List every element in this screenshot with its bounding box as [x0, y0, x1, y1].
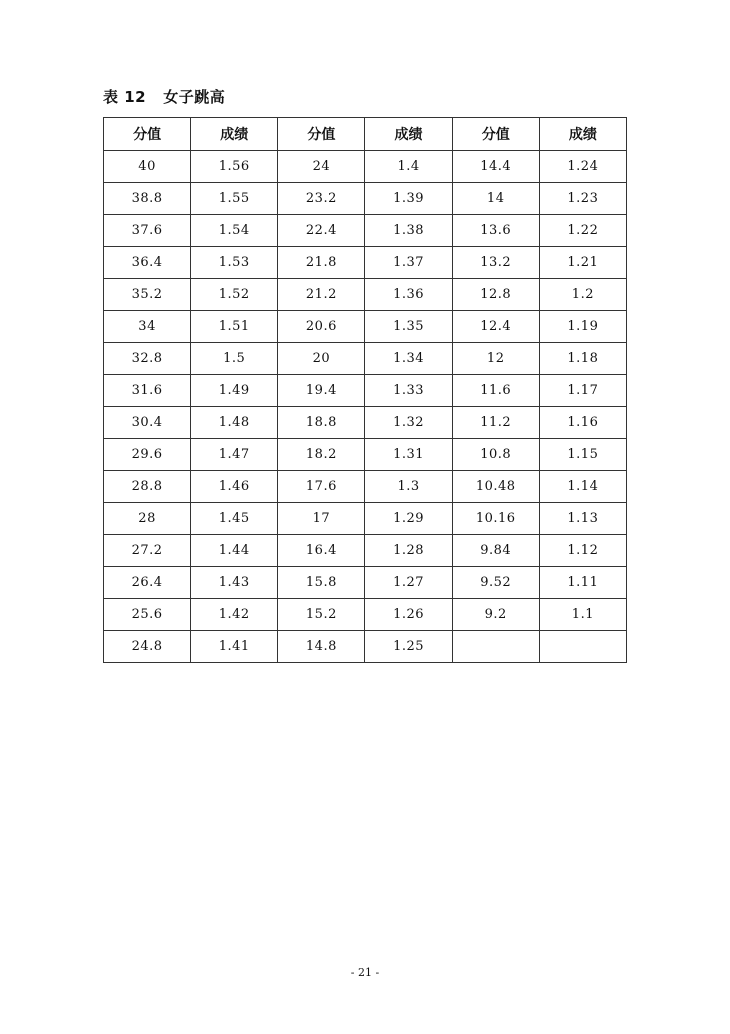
score-table [103, 117, 627, 663]
table-cell [539, 631, 626, 663]
table-cell: 25.6 [104, 599, 191, 631]
table-cell: 20.6 [278, 311, 365, 343]
table-cell: 16.4 [278, 535, 365, 567]
table-cell: 1.44 [191, 535, 278, 567]
table-cell: 18.2 [278, 439, 365, 471]
table-cell: 12 [452, 343, 539, 375]
table-cell: 19.4 [278, 375, 365, 407]
table-cell: 34 [104, 311, 191, 343]
column-header: 分值 [104, 118, 191, 151]
table-cell: 1.5 [191, 343, 278, 375]
table-row [104, 279, 627, 311]
table-cell: 22.4 [278, 215, 365, 247]
table-cell: 21.8 [278, 247, 365, 279]
table-cell: 26.4 [104, 567, 191, 599]
table-header-row [104, 118, 627, 151]
table-cell: 14 [452, 183, 539, 215]
table-cell: 1.38 [365, 215, 452, 247]
table-cell [452, 631, 539, 663]
table-cell: 1.39 [365, 183, 452, 215]
table-cell: 1.41 [191, 631, 278, 663]
table-cell: 1.23 [539, 183, 626, 215]
table-row [104, 567, 627, 599]
table-cell: 1.28 [365, 535, 452, 567]
table-cell: 1.14 [539, 471, 626, 503]
table-cell: 1.45 [191, 503, 278, 535]
table-cell: 1.32 [365, 407, 452, 439]
table-cell: 9.84 [452, 535, 539, 567]
table-cell: 35.2 [104, 279, 191, 311]
table-row [104, 375, 627, 407]
table-cell: 1.15 [539, 439, 626, 471]
table-cell: 1.51 [191, 311, 278, 343]
table-cell: 1.4 [365, 151, 452, 183]
table-cell: 32.8 [104, 343, 191, 375]
table-cell: 1.17 [539, 375, 626, 407]
table-row [104, 599, 627, 631]
table-cell: 1.22 [539, 215, 626, 247]
table-cell: 1.12 [539, 535, 626, 567]
column-header: 成绩 [539, 118, 626, 151]
table-cell: 13.6 [452, 215, 539, 247]
table-row [104, 407, 627, 439]
table-cell: 1.35 [365, 311, 452, 343]
table-cell: 10.8 [452, 439, 539, 471]
table-cell: 12.4 [452, 311, 539, 343]
column-header: 成绩 [191, 118, 278, 151]
table-cell: 15.2 [278, 599, 365, 631]
table-cell: 1.48 [191, 407, 278, 439]
table-row [104, 343, 627, 375]
table-cell: 10.16 [452, 503, 539, 535]
table-cell: 15.8 [278, 567, 365, 599]
table-cell: 1.33 [365, 375, 452, 407]
table-cell: 1.49 [191, 375, 278, 407]
table-cell: 1.18 [539, 343, 626, 375]
table-cell: 40 [104, 151, 191, 183]
table-cell: 1.11 [539, 567, 626, 599]
table-cell: 1.16 [539, 407, 626, 439]
table-cell: 24 [278, 151, 365, 183]
table-cell: 37.6 [104, 215, 191, 247]
table-cell: 9.2 [452, 599, 539, 631]
table-cell: 14.4 [452, 151, 539, 183]
table-row [104, 247, 627, 279]
table-cell: 1.3 [365, 471, 452, 503]
table-cell: 1.27 [365, 567, 452, 599]
table-cell: 1.29 [365, 503, 452, 535]
column-header: 分值 [452, 118, 539, 151]
table-cell: 1.31 [365, 439, 452, 471]
column-header: 成绩 [365, 118, 452, 151]
table-cell: 30.4 [104, 407, 191, 439]
table-caption: 表 12 女子跳高 [103, 88, 226, 106]
table-cell: 13.2 [452, 247, 539, 279]
table-cell: 17 [278, 503, 365, 535]
table-cell: 1.42 [191, 599, 278, 631]
table-cell: 38.8 [104, 183, 191, 215]
table-cell: 1.19 [539, 311, 626, 343]
table-cell: 28.8 [104, 471, 191, 503]
table-row [104, 183, 627, 215]
table-row [104, 151, 627, 183]
table-cell: 27.2 [104, 535, 191, 567]
table-row [104, 439, 627, 471]
table-cell: 14.8 [278, 631, 365, 663]
table-cell: 21.2 [278, 279, 365, 311]
table-cell: 1.24 [539, 151, 626, 183]
table-cell: 1.37 [365, 247, 452, 279]
table-cell: 23.2 [278, 183, 365, 215]
table-row [104, 631, 627, 663]
table-cell: 28 [104, 503, 191, 535]
table-row [104, 471, 627, 503]
table-cell: 1.43 [191, 567, 278, 599]
table-cell: 1.26 [365, 599, 452, 631]
table-cell: 1.55 [191, 183, 278, 215]
table-cell: 18.8 [278, 407, 365, 439]
table-cell: 1.21 [539, 247, 626, 279]
table-cell: 9.52 [452, 567, 539, 599]
table-cell: 1.13 [539, 503, 626, 535]
table-cell: 17.6 [278, 471, 365, 503]
table-cell: 1.1 [539, 599, 626, 631]
table-cell: 1.56 [191, 151, 278, 183]
table-cell: 31.6 [104, 375, 191, 407]
table-cell: 29.6 [104, 439, 191, 471]
table-cell: 11.2 [452, 407, 539, 439]
table-cell: 1.54 [191, 215, 278, 247]
table-cell: 1.46 [191, 471, 278, 503]
table-row [104, 535, 627, 567]
table-cell: 24.8 [104, 631, 191, 663]
table-cell: 12.8 [452, 279, 539, 311]
table-row [104, 215, 627, 247]
table-cell: 1.25 [365, 631, 452, 663]
table-cell: 1.36 [365, 279, 452, 311]
page-number: - 21 - [350, 966, 380, 979]
table-row [104, 311, 627, 343]
table-body [104, 151, 627, 663]
table-cell: 1.53 [191, 247, 278, 279]
table-row [104, 503, 627, 535]
table-cell: 1.52 [191, 279, 278, 311]
table-cell: 1.34 [365, 343, 452, 375]
column-header: 分值 [278, 118, 365, 151]
table-cell: 36.4 [104, 247, 191, 279]
table-cell: 1.2 [539, 279, 626, 311]
table-cell: 10.48 [452, 471, 539, 503]
table-cell: 11.6 [452, 375, 539, 407]
table-cell: 1.47 [191, 439, 278, 471]
table-cell: 20 [278, 343, 365, 375]
